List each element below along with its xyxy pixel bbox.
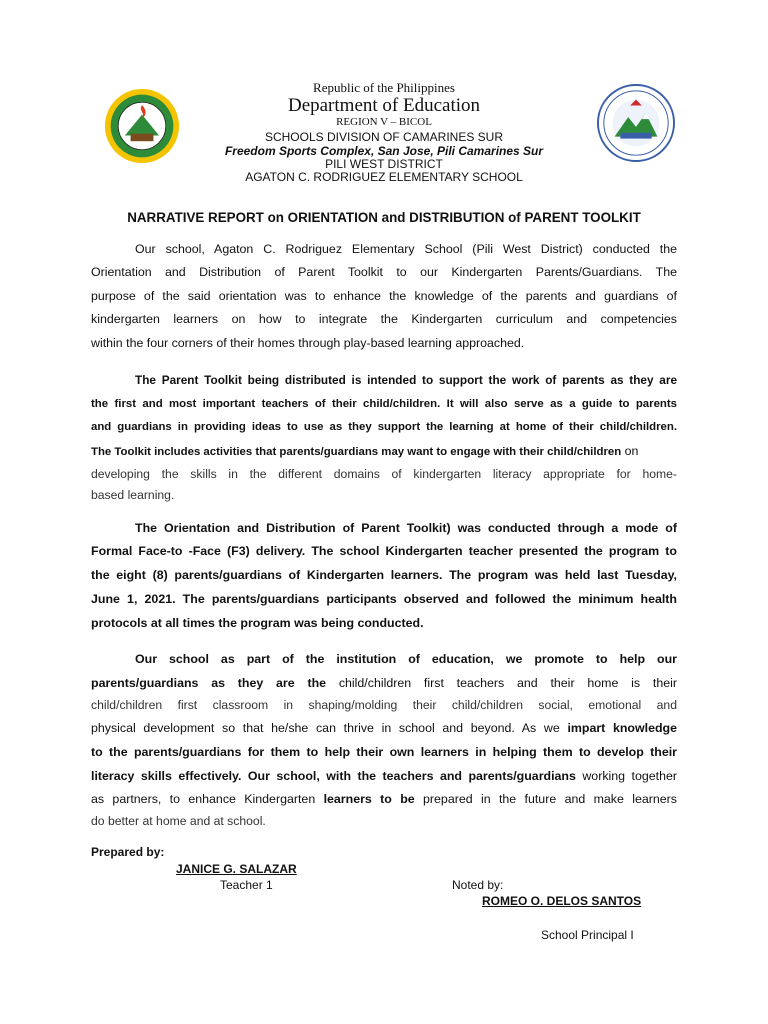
paragraph-line: purpose of the said orientation was to enhance the knowledge of the parents and guardians of <box>91 289 677 303</box>
paragraph-line: June 1, 2021. The parents/guardians participants observed and followed the minimum health <box>91 592 677 606</box>
paragraph-line: The Parent Toolkit being distributed is intended to support the work of parents as they are <box>135 373 677 387</box>
paragraph-text: working together <box>582 769 677 783</box>
paragraph-line <box>91 789 677 809</box>
paragraph-line: the first and most important teachers of their child/children. It will also serve as a guide to parents <box>91 398 677 410</box>
paragraph-line: to the parents/guardians for them to help their own learners in helping them to develop their <box>91 745 677 759</box>
prepared-by-label: Prepared by: <box>91 845 165 859</box>
paragraph-text: on <box>624 444 639 458</box>
report-title: NARRATIVE REPORT on ORIENTATION and DISTRIBUTION of PARENT TOOLKIT <box>127 210 641 225</box>
noted-by-label: Noted by: <box>452 878 504 892</box>
paragraph-text: prepared in the future and make learners <box>423 792 677 806</box>
paragraph-text: child/children first teachers and their home is their <box>338 676 677 690</box>
preparer-name: JANICE G. SALAZAR <box>176 862 297 876</box>
paragraph-text: physical development so that he/she can thrive in school and beyond. As we <box>91 721 560 735</box>
paragraph-line: Our school as part of the institution of education, we promote to help our <box>135 652 677 666</box>
paragraph-line: protocols at all times the program was being conducted. <box>91 616 424 630</box>
paragraph-line <box>91 673 677 693</box>
paragraph-line: Formal Face-to -Face (F3) delivery. The school Kindergarten teacher presented the program to <box>91 544 677 558</box>
paragraph-line: do better at home and at school. <box>91 814 266 828</box>
header-region: REGION V – BICOL <box>336 116 432 128</box>
preparer-title: Teacher 1 <box>220 878 273 892</box>
paragraph-text: learners to be <box>323 792 415 806</box>
noter-title: School Principal I <box>541 928 634 942</box>
header-republic: Republic of the Philippines <box>313 80 455 95</box>
noter-name: ROMEO O. DELOS SANTOS <box>482 894 642 908</box>
paragraph-line: The Orientation and Distribution of Parent Toolkit) was conducted through a mode of <box>135 521 677 535</box>
paragraph-line <box>91 766 677 786</box>
paragraph-line: Our school, Agaton C. Rodriguez Elementary School (Pili West District) conducted the <box>135 242 677 256</box>
header-address: Freedom Sports Complex, San Jose, Pili Camarines Sur <box>224 144 544 158</box>
paragraph-line <box>91 718 677 738</box>
header-division: SCHOOLS DIVISION OF CAMARINES SUR <box>264 130 504 144</box>
paragraph-line: within the four corners of their homes through play-based learning approached. <box>91 336 525 350</box>
header-school: AGATON C. RODRIGUEZ ELEMENTARY SCHOOL <box>245 170 523 184</box>
paragraph-line: kindergarten learners on how to integrate the Kindergarten curriculum and competencies <box>91 312 677 326</box>
header-district: PILI WEST DISTRICT <box>325 157 443 171</box>
header-department: Department of Education <box>287 95 481 116</box>
paragraph-line: based learning. <box>91 488 175 502</box>
paragraph-line: and guardians in providing ideas to use as they support the learning at home of their child/children. <box>91 421 677 433</box>
paragraph-text: as partners, to enhance Kindergarten <box>91 792 316 806</box>
paragraph-line <box>91 441 677 461</box>
paragraph-text: The Toolkit includes activities that parents/guardians may want to engage with their child/children <box>91 446 622 458</box>
paragraph-line: the eight (8) parents/guardians of Kindergarten learners. The program was held last Tuesday, <box>91 568 677 582</box>
paragraph-text: impart knowledge <box>567 721 677 735</box>
paragraph-line: developing the skills in the different domains of kindergarten literacy appropriate for home- <box>91 467 677 481</box>
paragraph-text: parents/guardians as they are the <box>91 676 327 690</box>
paragraph-line: child/children first classroom in shaping/molding their child/children social, emotional and <box>91 698 677 712</box>
paragraph-text: literacy skills effectively. Our school, with the teachers and parents/guardians <box>91 769 576 783</box>
paragraph-line: Orientation and Distribution of Parent Toolkit to our Kindergarten Parents/Guardians. The <box>91 265 677 279</box>
